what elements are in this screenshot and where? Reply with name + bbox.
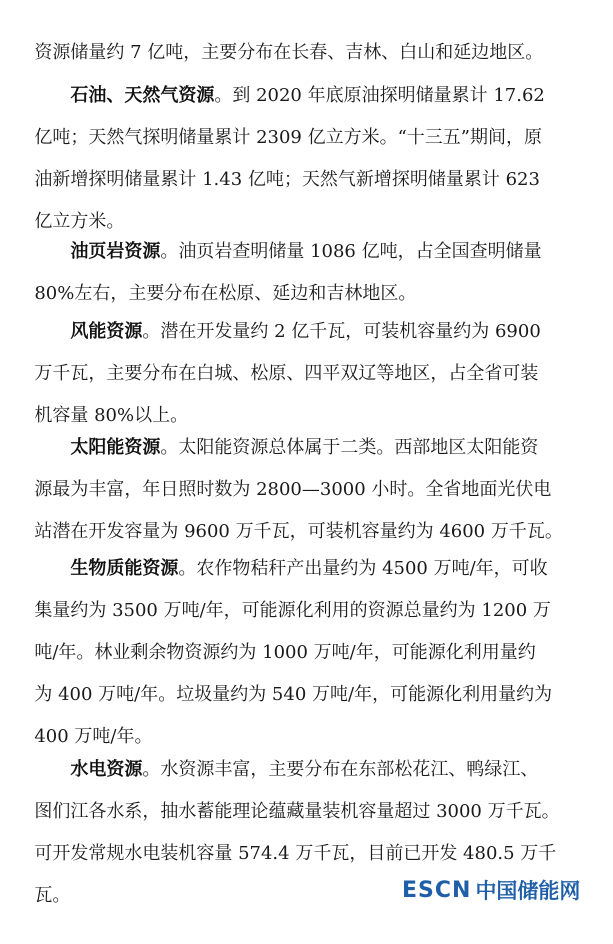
line-text: 可开发常规水电装机容量 574.4 万千瓦，目前已开发 480.5 万千: [34, 843, 557, 864]
section-heading: 油页岩资源: [70, 241, 161, 262]
text-line: [0, 326, 613, 384]
section-heading: 太阳能资源: [70, 437, 161, 458]
line-text: 80%左右，主要分布在松原、延边和吉林地区。: [34, 283, 417, 304]
text-line: [0, 806, 613, 864]
text-line: [0, 563, 613, 621]
line-text: 亿吨；天然气探明储量累计 2309 亿立方米。“十三五”期间，原: [34, 127, 542, 148]
text-line: [0, 605, 613, 663]
text-line: [0, 400, 613, 458]
line-text: 。水资源丰富，主要分布在东部松花江、鸭绿江、: [142, 759, 539, 780]
text-line: [0, 284, 613, 342]
text-line: [0, 521, 613, 579]
text-line: [0, 246, 613, 304]
section-heading: 风能资源: [70, 321, 143, 342]
line-text: 。太阳能资源总体属于二类。西部地区太阳能资: [160, 437, 539, 458]
line-text: 站潜在开发容量为 9600 万千瓦，可装机容量约为 4600 万千瓦。: [34, 521, 563, 542]
line-text: 。农作物秸秆产出量约为 4500 万吨/年，可收: [178, 558, 548, 579]
watermark-text: 中国储能网: [475, 879, 581, 903]
line-text: 集量约为 3500 万吨/年，可能源化利用的资源总量约为 1200 万: [34, 600, 551, 621]
line-text: 。到 2020 年底原油探明储量累计 17.62: [214, 85, 545, 106]
line-text: 。油页岩查明储量 1086 亿吨，占全国查明储量: [160, 241, 542, 262]
section-heading: 石油、天然气资源: [70, 85, 215, 106]
line-text: 机容量 80%以上。: [34, 405, 189, 426]
text-line: [0, 5, 613, 63]
text-line: [0, 204, 613, 262]
text-line: [0, 132, 613, 190]
text-line: [0, 174, 613, 232]
text-line: [0, 647, 613, 705]
text-line: [0, 722, 613, 780]
text-line: [0, 48, 613, 106]
line-text: 亿立方米。: [34, 211, 125, 232]
line-text: 为 400 万吨/年。垃圾量约为 540 万吨/年，可能源化利用量约为: [34, 684, 553, 705]
text-line: [0, 484, 613, 542]
section-heading: 水电资源: [70, 759, 143, 780]
text-line: [0, 368, 613, 426]
text-line: [0, 90, 613, 148]
line-text: 400 万吨/年。: [34, 726, 153, 747]
line-text: 吨/年。林业剩余物资源约为 1000 万吨/年，可能源化利用量约: [34, 642, 536, 663]
section-heading: 生物质能资源: [70, 558, 179, 579]
line-text: 源最为丰富，年日照时数为 2800—3000 小时。全省地面光伏电: [34, 479, 552, 500]
site-watermark: [402, 874, 607, 906]
text-line: [0, 689, 613, 747]
watermark-logo: ESCN: [402, 877, 472, 903]
line-text: 图们江各水系，抽水蓄能理论蕴藏量装机容量超过 3000 万千瓦。: [34, 801, 560, 822]
line-text: 万千瓦，主要分布在白城、松原、四平双辽等地区，占全省可装: [34, 363, 539, 384]
text-line: [0, 442, 613, 500]
line-text: 。潜在开发量约 2 亿千瓦，可装机容量约为 6900: [142, 321, 541, 342]
line-text: 油新增探明储量累计 1.43 亿吨；天然气新增探明储量累计 623: [34, 169, 540, 190]
line-text: 资源储量约 7 亿吨，主要分布在长春、吉林、白山和延边地区。: [34, 42, 544, 63]
line-text: 瓦。: [34, 885, 71, 906]
text-line: [0, 764, 613, 822]
